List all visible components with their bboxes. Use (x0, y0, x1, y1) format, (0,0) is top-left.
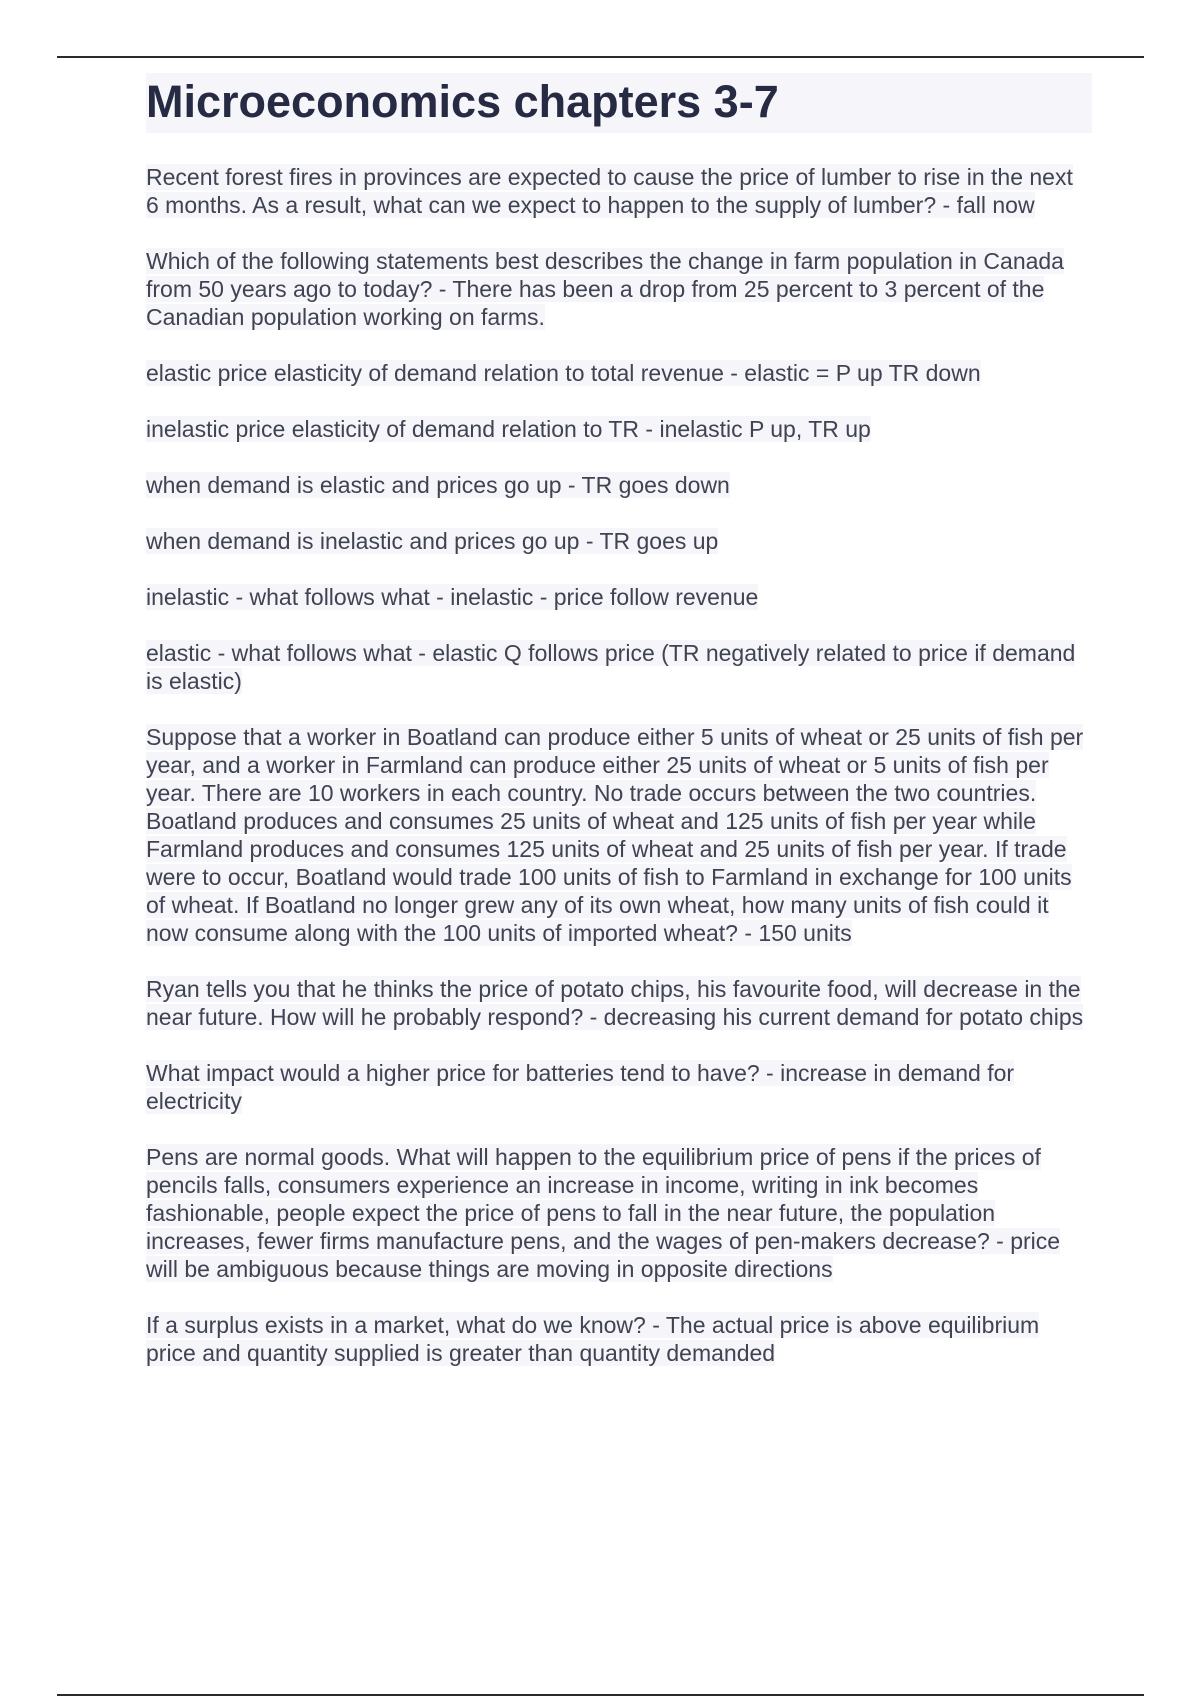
qa-item (146, 1311, 1092, 1367)
qa-item (146, 723, 1092, 947)
qa-text: If a surplus exists in a market, what do we know? - The actual price is above equilibrium price and quantity supplied is greater than quantity demanded (146, 1312, 1040, 1366)
qa-text: when demand is elastic and prices go up - TR goes down (146, 472, 730, 498)
qa-item (146, 247, 1092, 331)
document-body (146, 73, 1092, 1395)
qa-item (146, 975, 1092, 1031)
qa-text: when demand is inelastic and prices go up - TR goes up (146, 528, 719, 554)
qa-item (146, 639, 1092, 695)
qa-text: elastic price elasticity of demand relation to total revenue - elastic = P up TR down (146, 360, 981, 386)
qa-item (146, 415, 1092, 443)
qa-text: elastic - what follows what - elastic Q follows price (TR negatively related to price if demand is elastic) (146, 640, 1076, 694)
qa-text: inelastic - what follows what - inelastic - price follow revenue (146, 584, 759, 610)
qa-text: Which of the following statements best describes the change in farm population in Canada from 50 years ago to today? - There has been a drop from 25 percent to 3 percent of the Canadian population working on farms. (146, 248, 1064, 330)
qa-text: inelastic price elasticity of demand relation to TR - inelastic P up, TR up (146, 416, 871, 442)
bottom-divider (57, 1694, 1144, 1696)
qa-item (146, 359, 1092, 387)
qa-item (146, 1143, 1092, 1283)
page-title: Microeconomics chapters 3-7 (146, 73, 1092, 133)
qa-text: Suppose that a worker in Boatland can produce either 5 units of wheat or 25 units of fish per year, and a worker in Farmland can produce either 25 units of wheat or 5 units of fish per year. There are 10 workers in each country. No trade occurs between the two countries. Boatland produces and consumes 25 units of wheat and 125 units of fish per year while Farmland produces and consumes 125 units of wheat and 25 units of fish per year. If trade were to occur, Boatland would trade 100 units of fish to Farmland in exchange for 100 units of wheat. If Boatland no longer grew any of its own wheat, how many units of fish could it now consume along with the 100 units of imported wheat? - 150 units (146, 724, 1084, 946)
qa-item (146, 471, 1092, 499)
qa-item (146, 1059, 1092, 1115)
qa-item (146, 583, 1092, 611)
qa-text: Ryan tells you that he thinks the price of potato chips, his favourite food, will decrease in the near future. How will he probably respond? - decreasing his current demand for potato chips (146, 976, 1084, 1030)
qa-item (146, 527, 1092, 555)
top-divider (57, 56, 1144, 58)
qa-item (146, 163, 1092, 219)
qa-text: Pens are normal goods. What will happen to the equilibrium price of pens if the prices of pencils falls, consumers experience an increase in income, writing in ink becomes fashionable, people expect the price of pens to fall in the near future, the population increases, fewer firms manufacture pens, and the wages of pen-makers decrease? - price will be ambiguous because things are moving in opposite directions (146, 1144, 1061, 1282)
qa-text: Recent forest fires in provinces are expected to cause the price of lumber to rise in the next 6 months. As a result, what can we expect to happen to the supply of lumber? - fall now (146, 164, 1073, 218)
qa-text: What impact would a higher price for batteries tend to have? - increase in demand for electricity (146, 1060, 1015, 1114)
